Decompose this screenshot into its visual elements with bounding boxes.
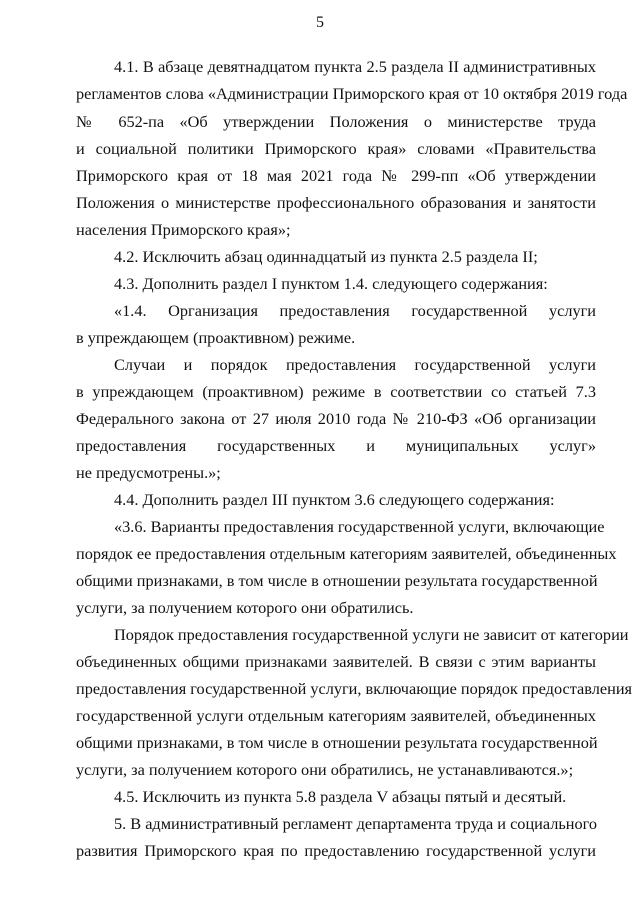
text-line: общими признаками, в том числе в отношении результата государственной: [76, 733, 598, 752]
text-line: Порядок предоставления государственной услуги не зависит от категории: [114, 625, 629, 644]
text-line: Положения о министерстве профессионального образования и занятости: [76, 193, 596, 212]
text-line: № 652-па «Об утверждении Положения о министерстве труда: [76, 112, 596, 131]
text-line: в упреждающем (проактивном) режиме.: [76, 328, 356, 347]
text-line: услуги, за получением которого они обратились, не устанавливаются.»;: [76, 760, 574, 779]
text-line: и социальной политики Приморского края» словами «Правительства: [76, 139, 596, 158]
text-line: «1.4. Организация предоставления государственной услуги: [114, 301, 596, 320]
text-line: развития Приморского края по предоставлению государственной услуги: [76, 841, 596, 860]
text-line: Приморского края от 18 мая 2021 года № 299-пп «Об утверждении: [76, 166, 596, 185]
text-line: 4.2. Исключить абзац одиннадцатый из пункта 2.5 раздела II;: [114, 247, 538, 266]
text-line: 4.1. В абзаце девятнадцатом пункта 2.5 раздела II административных: [114, 57, 596, 76]
text-line: услуги, за получением которого они обратились.: [76, 598, 414, 617]
text-line: 4.5. Исключить из пункта 5.8 раздела V абзацы пятый и десятый.: [114, 787, 567, 806]
page-number: 5: [316, 14, 324, 31]
text-line: Случаи и порядок предоставления государственной услуги: [114, 355, 596, 374]
text-line: «3.6. Варианты предоставления государственной услуги, включающие: [114, 517, 605, 536]
text-line: 4.3. Дополнить раздел I пунктом 1.4. следующего содержания:: [114, 274, 548, 293]
text-line: 4.4. Дополнить раздел III пунктом 3.6 следующего содержания:: [114, 490, 555, 509]
text-line: общими признаками, в том числе в отношении результата государственной: [76, 571, 598, 590]
text-line: населения Приморского края»;: [76, 220, 291, 239]
text-line: не предусмотрены.»;: [76, 463, 221, 482]
text-line: порядок ее предоставления отдельным категориям заявителей, объединенных: [76, 544, 617, 563]
text-line: в упреждающем (проактивном) режиме в соответствии со статьей 7.3: [76, 382, 596, 401]
text-line: государственной услуги отдельным категориям заявителей, объединенных: [76, 706, 596, 725]
text-line: предоставления государственной услуги, включающие порядок предоставления: [76, 679, 633, 698]
text-line: объединенных общими признаками заявителей. В связи с этим варианты: [76, 652, 596, 671]
text-line: 5. В административный регламент департамента труда и социального: [114, 814, 598, 833]
text-line: регламентов слова «Администрации Приморского края от 10 октября 2019 года: [76, 84, 628, 103]
text-line: предоставления государственных и муниципальных услуг»: [76, 436, 596, 455]
text-line: Федерального закона от 27 июля 2010 года № 210-ФЗ «Об организации: [76, 409, 596, 428]
